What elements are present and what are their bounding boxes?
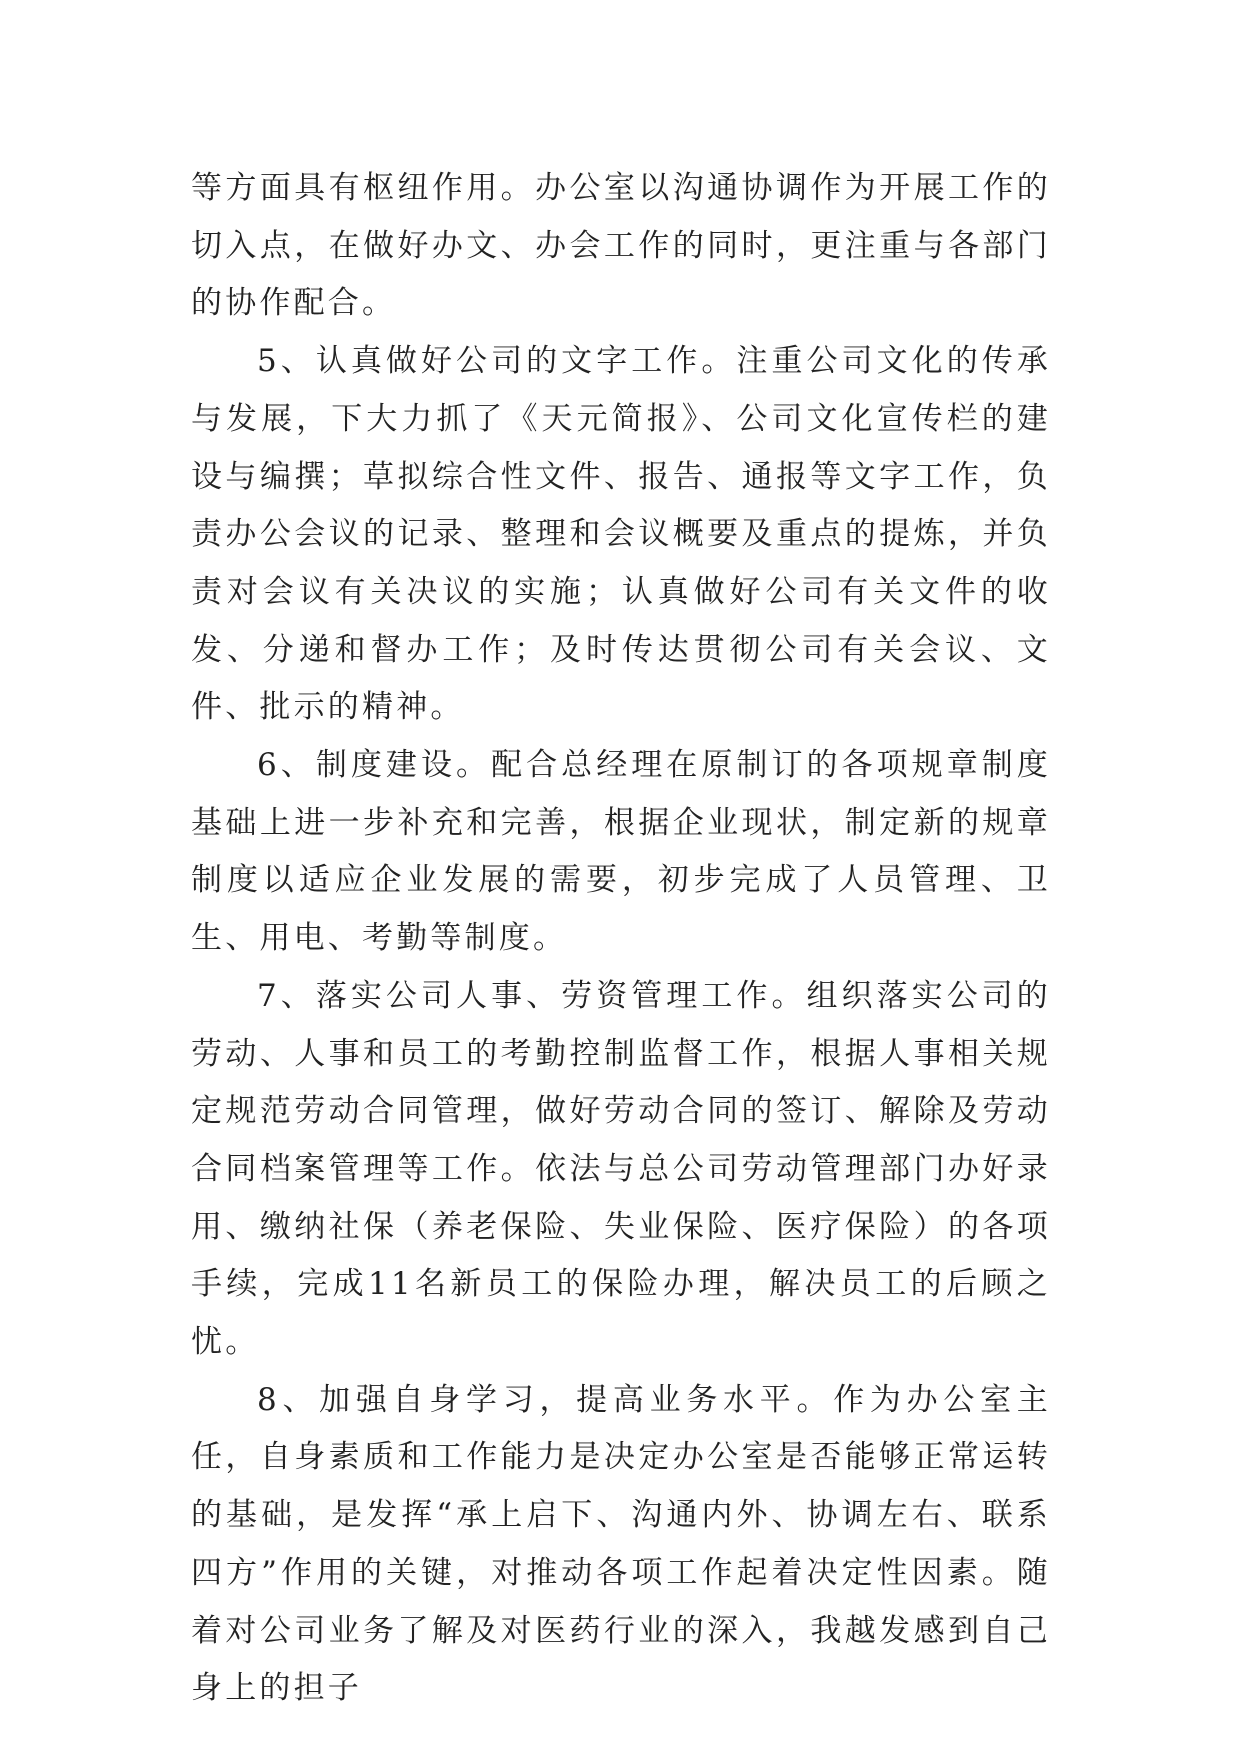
- paragraph-2: 5、认真做好公司的文字工作。注重公司文化的传承与发展，下大力抓了《天元简报》、公司文化宣传栏的建设与编撰；草拟综合性文件、报告、通报等文字工作，负责办公会议的记录、整理和会议概要及重点的提炼，并负责对会议有关决议的实施；认真做好公司有关文件的收发、分递和督办工作；及时传达贯彻公司有关会议、文件、批示的精神。: [191, 343, 1051, 726]
- document-body: [191, 160, 1051, 1718]
- paragraph-3: 6、制度建设。配合总经理在原制订的各项规章制度基础上进一步补充和完善，根据企业现状，制定新的规章制度以适应企业发展的需要，初步完成了人员管理、卫生、用电、考勤等制度。: [191, 747, 1051, 957]
- paragraph-4: 7、落实公司人事、劳资管理工作。组织落实公司的劳动、人事和员工的考勤控制监督工作，根据人事相关规定规范劳动合同管理，做好劳动合同的签订、解除及劳动合同档案管理等工作。依法与总公司劳动管理部门办好录用、缴纳社保（养老保险、失业保险、医疗保险）的各项手续，完成11名新员工的保险办理，解决员工的后顾之忧。: [191, 977, 1051, 1361]
- paragraph-5: 8、加强自身学习，提高业务水平。作为办公室主任，自身素质和工作能力是决定办公室是否能够正常运转的基础，是发挥“承上启下、沟通内外、协调左右、联系四方”作用的关键，对推动各项工作起着决定性因素。随着对公司业务了解及对医药行业的深入，我越发感到自己身上的担子: [191, 1381, 1051, 1707]
- paragraph-1: 等方面具有枢纽作用。办公室以沟通协调作为开展工作的切入点，在做好办文、办会工作的同时，更注重与各部门的协作配合。: [191, 170, 1051, 322]
